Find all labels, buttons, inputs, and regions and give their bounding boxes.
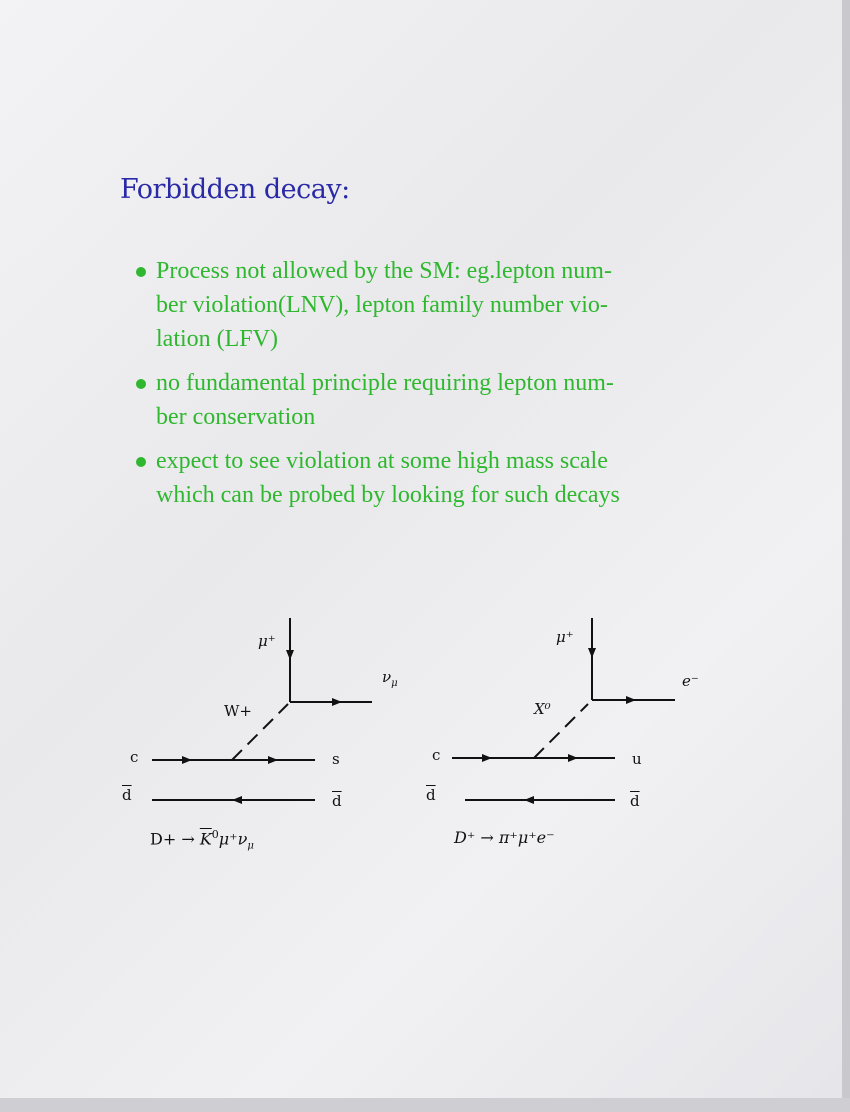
arrow-head xyxy=(332,698,342,706)
bullet-text-line: lation (LFV) xyxy=(156,326,278,352)
bullet-item xyxy=(134,366,679,434)
arrow-head xyxy=(588,648,596,658)
bullet-list xyxy=(134,254,679,522)
muon-label: μ⁺ xyxy=(258,632,276,650)
caption-kbar: $\overline{K}$ xyxy=(199,829,212,849)
arrow-head xyxy=(286,650,294,660)
paper-right-edge xyxy=(842,0,850,1112)
antiquark-in-label: $\overline{d}$ xyxy=(426,786,436,804)
caption-suffix: μ⁺ν xyxy=(218,829,248,849)
bullet-text-line: expect to see violation at some high mass scale xyxy=(156,448,608,474)
arrow-head xyxy=(182,756,192,764)
electron-label: e⁻ xyxy=(682,672,699,690)
quark-in-label: c xyxy=(432,746,441,764)
arrow-head xyxy=(568,754,578,762)
caption-prefix: D+ → xyxy=(150,829,200,849)
bullet-text-line: Process not allowed by the SM: eg.lepton num- xyxy=(156,258,612,284)
quark-out-label: s xyxy=(332,750,340,768)
bullet-text-line: ber conservation xyxy=(156,404,316,430)
arrow-head xyxy=(268,756,278,764)
caption-sub: μ xyxy=(247,840,254,852)
antiquark-out-label: $\overline{d}$ xyxy=(332,792,342,810)
bullet-item xyxy=(134,254,679,356)
boson-label: W+ xyxy=(224,702,252,720)
boson-label: X⁰ xyxy=(534,700,551,718)
arrow-head xyxy=(626,696,636,704)
bullet-text-line: which can be probed by looking for such decays xyxy=(156,482,620,508)
caption-kbar-sup: 0 xyxy=(211,828,219,841)
bullet-text-line: ber violation(LNV), lepton family number vio- xyxy=(156,292,608,318)
bullet-item xyxy=(134,444,679,512)
decay-caption-right: D⁺ → π⁺μ⁺e⁻ xyxy=(454,828,555,847)
neutrino-symbol: ν xyxy=(382,668,392,686)
bullet-dot-icon xyxy=(136,457,146,467)
slide-title: Forbidden decay: xyxy=(120,174,350,205)
antiquark-out-label: $\overline{d}$ xyxy=(630,792,640,810)
bullet-dot-icon xyxy=(136,379,146,389)
feynman-diagram-right xyxy=(410,600,740,870)
neutrino-subscript: μ xyxy=(391,678,398,689)
neutrino-label xyxy=(382,668,398,689)
bullet-text-line: no fundamental principle requiring lepton num- xyxy=(156,370,614,396)
decay-caption-left xyxy=(150,828,254,852)
quark-out-label: u xyxy=(632,750,642,768)
paper-bottom-edge xyxy=(0,1098,850,1112)
arrow-head xyxy=(232,796,242,804)
antiquark-in-label: $\overline{d}$ xyxy=(122,786,132,804)
quark-in-label: c xyxy=(130,748,139,766)
arrow-head xyxy=(482,754,492,762)
muon-label: μ⁺ xyxy=(556,628,574,646)
bullet-dot-icon xyxy=(136,267,146,277)
feynman-diagram-left xyxy=(110,600,440,870)
arrow-head xyxy=(524,796,534,804)
